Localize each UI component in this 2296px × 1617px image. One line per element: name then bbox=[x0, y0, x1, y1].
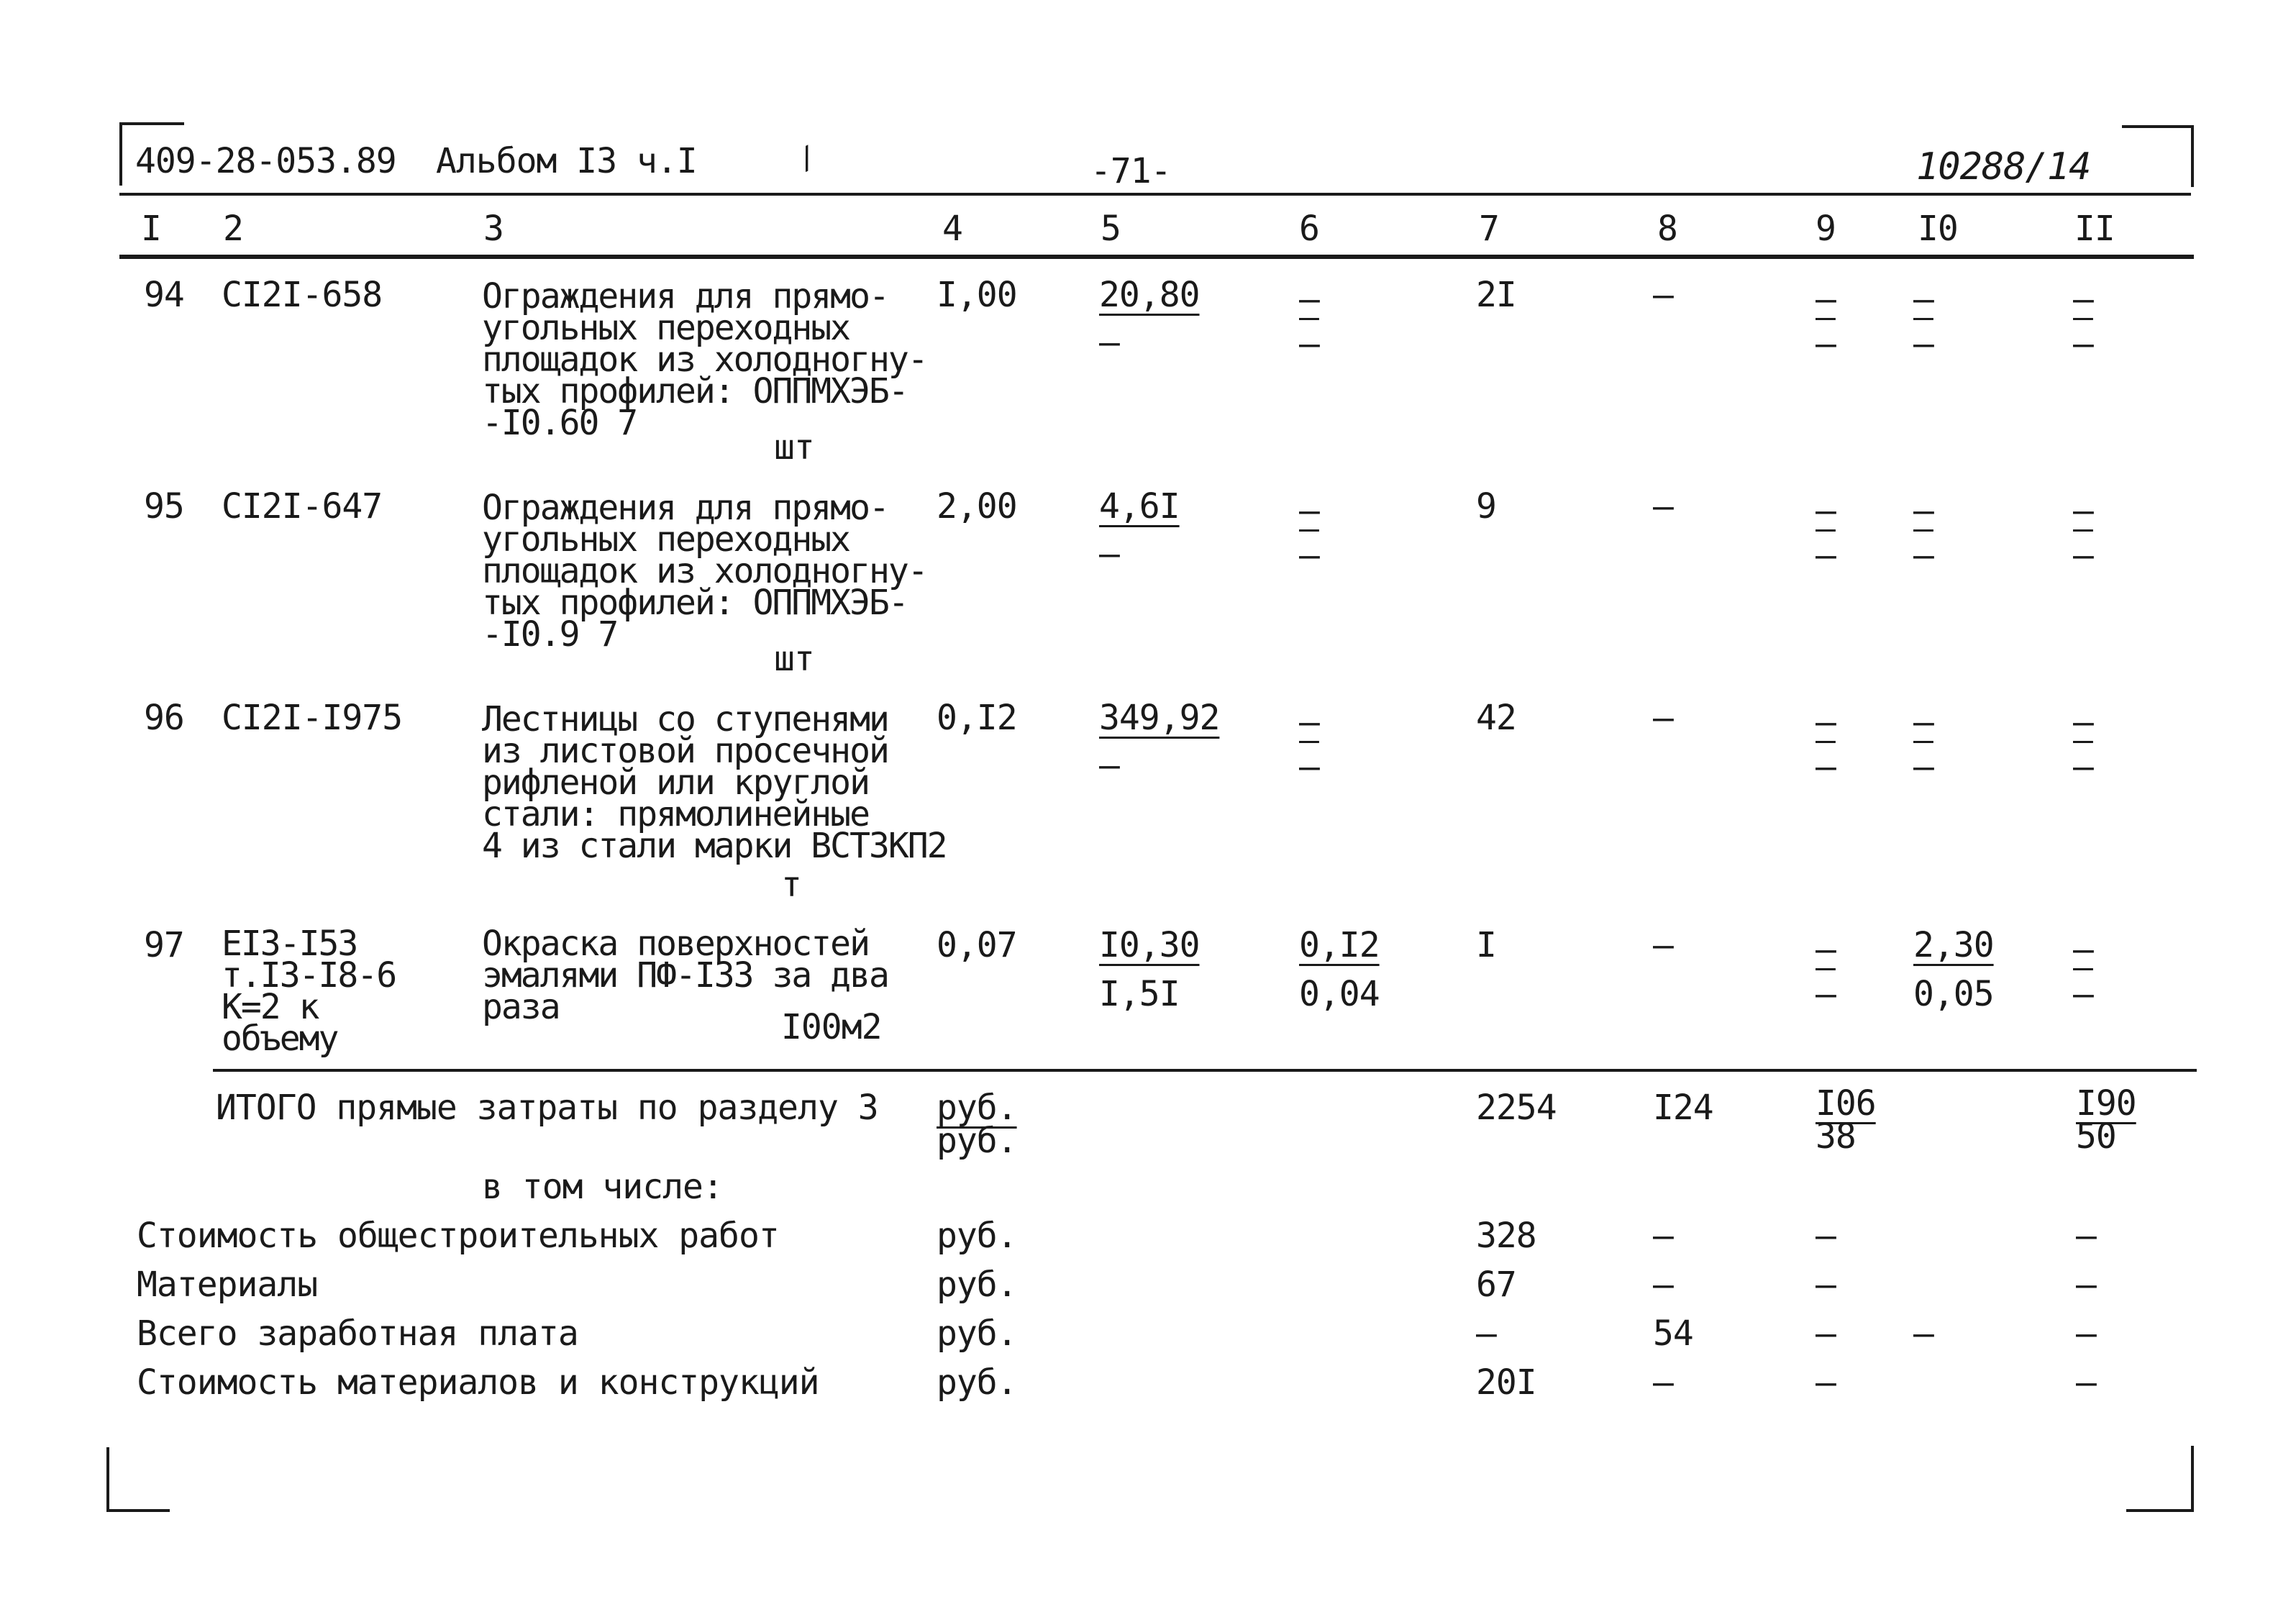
row-number: 95 bbox=[144, 486, 184, 527]
row-number: 94 bbox=[144, 275, 184, 315]
breakdown-col7: 20I bbox=[1476, 1362, 1536, 1403]
column-header-9: 9 bbox=[1816, 209, 1836, 249]
row-col6-bottom: – bbox=[1299, 324, 1319, 364]
row-col6-top: – bbox=[1299, 702, 1319, 742]
column-header-8: 8 bbox=[1657, 209, 1677, 249]
row-quantity: I,00 bbox=[937, 275, 1017, 315]
column-header-10: I0 bbox=[1918, 209, 1958, 249]
row-quantity: 0,I2 bbox=[937, 698, 1017, 738]
row-description: Окраска поверхностей эмалями ПФ-I33 за два раза bbox=[482, 924, 888, 1027]
frame-corner-bottom-right-h bbox=[2126, 1509, 2194, 1512]
header-rule bbox=[119, 193, 2191, 196]
row-unit: шт bbox=[774, 427, 814, 468]
row-col6-bottom: 0,04 bbox=[1299, 974, 1380, 1014]
breakdown-label: Стоимость материалов и конструкций bbox=[137, 1362, 819, 1403]
row-col8: – bbox=[1653, 486, 1673, 527]
breakdown-col9: – bbox=[1816, 1216, 1836, 1256]
row-col11-bottom: – bbox=[2073, 535, 2093, 575]
frame-corner-bottom-left bbox=[106, 1447, 109, 1512]
row-col10-top: – bbox=[1913, 279, 1933, 319]
album-label: Альбом I3 ч.I bbox=[436, 141, 697, 181]
breakdown-col7: 67 bbox=[1476, 1265, 1516, 1305]
row-col5-bottom: I,5I bbox=[1099, 974, 1180, 1014]
row-col8: – bbox=[1653, 925, 1673, 965]
breakdown-col8: 54 bbox=[1653, 1313, 1693, 1354]
breakdown-col11: – bbox=[2076, 1265, 2096, 1305]
row-code: CI2I-647 bbox=[222, 486, 383, 527]
column-header-4: 4 bbox=[942, 209, 962, 249]
breakdown-col7: – bbox=[1476, 1313, 1496, 1354]
including-label: в том числе: bbox=[482, 1167, 723, 1207]
column-header-5: 5 bbox=[1101, 209, 1121, 249]
row-code: EI3-I53 т.I3-I8-6 K=2 к объему bbox=[222, 924, 396, 1059]
row-col11-top: – bbox=[2073, 491, 2093, 531]
breakdown-unit: руб. bbox=[937, 1313, 1017, 1354]
row-col7: I bbox=[1476, 925, 1496, 965]
row-unit: шт bbox=[774, 639, 814, 679]
breakdown-label: Стоимость общестроительных работ bbox=[137, 1216, 779, 1256]
row-col9-top: – bbox=[1816, 491, 1836, 531]
sheet-number: 10288/14 bbox=[1916, 145, 2091, 188]
row-col6-top: – bbox=[1299, 491, 1319, 531]
row-col5-bottom: – bbox=[1099, 322, 1119, 363]
row-col11-top: – bbox=[2073, 279, 2093, 319]
row-col10-bottom: – bbox=[1913, 324, 1933, 364]
row-col8: – bbox=[1653, 698, 1673, 738]
row-col5-bottom: – bbox=[1099, 534, 1119, 574]
row-description: Лестницы со ступенями из листовой просечной рифленой или круглой стали: прямолинейные 4 из стали марки ВСТ3КП2 bbox=[482, 699, 947, 866]
row-col6-top: – bbox=[1299, 279, 1319, 319]
breakdown-col9: – bbox=[1816, 1362, 1836, 1403]
row-col5-bottom: – bbox=[1099, 745, 1119, 785]
row-unit: т bbox=[781, 865, 801, 905]
breakdown-col10: – bbox=[1913, 1313, 1933, 1354]
row-col10-top: – bbox=[1913, 491, 1933, 531]
row-col9-top: – bbox=[1816, 929, 1836, 970]
total-col11-top: I90 bbox=[2076, 1083, 2136, 1124]
breakdown-col8: – bbox=[1653, 1265, 1673, 1305]
frame-corner-top-right-h bbox=[2122, 125, 2194, 128]
row-col11-bottom: – bbox=[2073, 747, 2093, 787]
total-rule bbox=[213, 1069, 2197, 1072]
row-col9-top: – bbox=[1816, 702, 1836, 742]
breakdown-label: Материалы bbox=[137, 1265, 318, 1305]
total-unit-bottom: руб. bbox=[937, 1121, 1017, 1161]
column-header-11: II bbox=[2074, 209, 2115, 249]
row-col11-top: – bbox=[2073, 929, 2093, 970]
breakdown-col11: – bbox=[2076, 1216, 2096, 1256]
row-col5-top: I0,30 bbox=[1099, 925, 1200, 965]
row-col5-top: 20,80 bbox=[1099, 275, 1200, 315]
frame-corner-top-left bbox=[119, 122, 122, 186]
row-col10-top: 2,30 bbox=[1913, 925, 1994, 965]
row-col6-bottom: – bbox=[1299, 747, 1319, 787]
row-quantity: 0,07 bbox=[937, 925, 1017, 965]
total-col11-bottom: 50 bbox=[2076, 1116, 2116, 1157]
row-col7: 42 bbox=[1476, 698, 1516, 738]
row-col8: – bbox=[1653, 275, 1673, 315]
total-unit-top: руб. bbox=[937, 1088, 1017, 1128]
row-col11-bottom: – bbox=[2073, 324, 2093, 364]
row-col9-bottom: – bbox=[1816, 747, 1836, 787]
row-unit: I00м2 bbox=[781, 1007, 882, 1047]
column-header-2: 2 bbox=[223, 209, 243, 249]
frame-corner-top-right bbox=[2191, 125, 2194, 187]
row-col10-bottom: – bbox=[1913, 747, 1933, 787]
breakdown-col8: – bbox=[1653, 1216, 1673, 1256]
row-col11-bottom: – bbox=[2073, 974, 2093, 1014]
column-header-1: I bbox=[141, 209, 161, 249]
row-col10-bottom: 0,05 bbox=[1913, 974, 1994, 1014]
breakdown-col8: – bbox=[1653, 1362, 1673, 1403]
row-quantity: 2,00 bbox=[937, 486, 1017, 527]
page-number: -71- bbox=[1090, 151, 1171, 191]
row-col11-top: – bbox=[2073, 702, 2093, 742]
row-col6-bottom: – bbox=[1299, 535, 1319, 575]
breakdown-col9: – bbox=[1816, 1265, 1836, 1305]
breakdown-unit: руб. bbox=[937, 1216, 1017, 1256]
column-header-7: 7 bbox=[1479, 209, 1499, 249]
row-col5-top: 4,6I bbox=[1099, 486, 1180, 527]
row-col5-top: 349,92 bbox=[1099, 698, 1220, 738]
breakdown-col11: – bbox=[2076, 1313, 2096, 1354]
row-number: 96 bbox=[144, 698, 184, 738]
breakdown-col9: – bbox=[1816, 1313, 1836, 1354]
row-col9-bottom: – bbox=[1816, 535, 1836, 575]
row-description: Ограждения для прямо- угольных переходных площадок из холодногну- тых профилей: ОППМХЭБ- -I0.9 7 bbox=[482, 488, 927, 655]
row-col7: 2I bbox=[1476, 275, 1516, 315]
column-header-rule bbox=[119, 255, 2194, 259]
column-header-3: 3 bbox=[483, 209, 504, 249]
column-header-6: 6 bbox=[1299, 209, 1319, 249]
total-col9-top: I06 bbox=[1816, 1083, 1876, 1124]
row-col9-bottom: – bbox=[1816, 324, 1836, 364]
row-code: CI2I-I975 bbox=[222, 698, 403, 738]
row-col10-bottom: – bbox=[1913, 535, 1933, 575]
breakdown-unit: руб. bbox=[937, 1265, 1017, 1305]
row-col10-top: – bbox=[1913, 702, 1933, 742]
total-col7: 2254 bbox=[1476, 1088, 1557, 1128]
row-code: CI2I-658 bbox=[222, 275, 383, 315]
total-col9-bottom: 38 bbox=[1816, 1116, 1856, 1157]
row-col7: 9 bbox=[1476, 486, 1496, 527]
doc-code: 409-28-053.89 bbox=[135, 141, 396, 181]
frame-corner-top-left-h bbox=[119, 122, 184, 125]
row-number: 97 bbox=[144, 925, 184, 965]
row-description: Ограждения для прямо- угольных переходных площадок из холодногну- тых профилей: ОППМХЭБ- -I0.60 7 bbox=[482, 276, 927, 443]
breakdown-unit: руб. bbox=[937, 1362, 1017, 1403]
breakdown-label: Всего заработная плата bbox=[137, 1313, 578, 1354]
tick-mark: / bbox=[792, 140, 821, 177]
row-col9-bottom: – bbox=[1816, 974, 1836, 1014]
frame-corner-bottom-left-h bbox=[106, 1509, 170, 1512]
breakdown-col7: 328 bbox=[1476, 1216, 1536, 1256]
frame-corner-bottom-right bbox=[2191, 1446, 2194, 1512]
total-label: ИТОГО прямые затраты по разделу 3 bbox=[216, 1088, 878, 1128]
total-col8: I24 bbox=[1653, 1088, 1713, 1128]
row-col9-top: – bbox=[1816, 279, 1836, 319]
breakdown-col11: – bbox=[2076, 1362, 2096, 1403]
row-col6-top: 0,I2 bbox=[1299, 925, 1380, 965]
